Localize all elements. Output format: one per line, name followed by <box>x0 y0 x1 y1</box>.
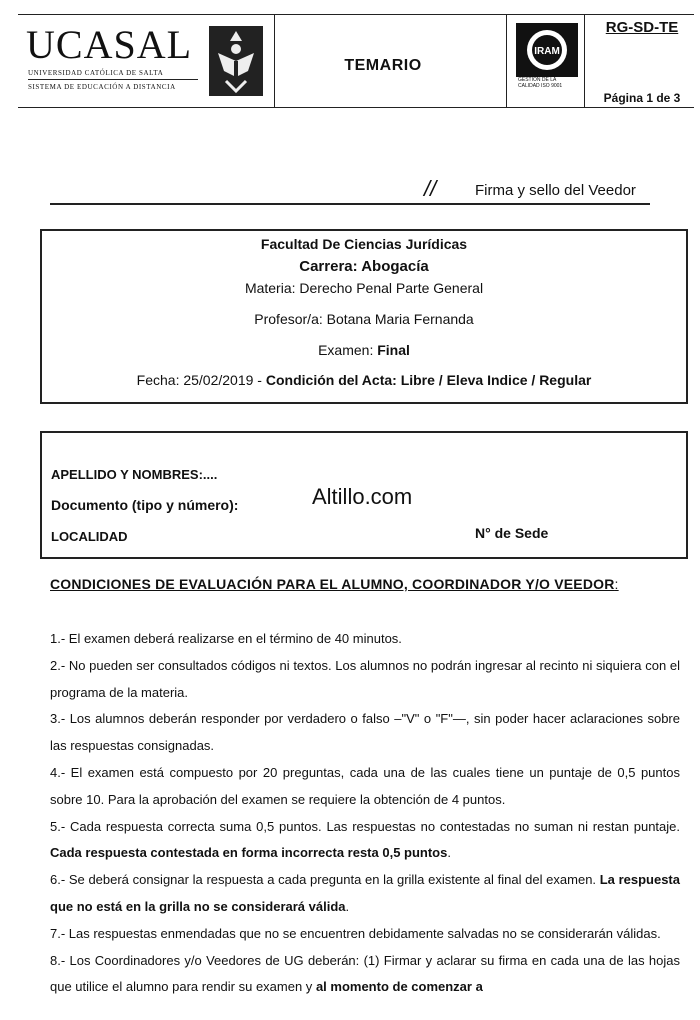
condition-bold-text: al momento de comenzar a <box>315 979 483 995</box>
exam-condition: Condición del Acta: Libre / Eleva Indice / Regular <box>265 372 592 388</box>
student-name-field[interactable]: APELLIDO Y NOMBRES:.... <box>51 467 218 482</box>
condition-text: 8.- Los Coordinadores y/o Veedores de UG deberán: (1) Firmar y aclarar su firma en cada una de las hojas que utilice el alumno para rendir su examen y <box>50 952 680 995</box>
condition-item <box>50 948 680 1002</box>
watermark: Altillo.com <box>312 484 413 509</box>
faculty-name: Facultad De Ciencias Jurídicas <box>260 236 468 252</box>
logo-subtitle-university: UNIVERSIDAD CATÓLICA DE SALTA <box>28 69 164 77</box>
conditions-heading <box>50 576 619 592</box>
condition-bold-text: La respuesta que no está en la grilla no se considerará válida <box>50 872 680 914</box>
condition-bold-text: Cada respuesta contestada en forma incorrecta resta 0,5 puntos <box>50 845 448 861</box>
header-divider <box>584 15 585 107</box>
condition-tail: . <box>345 898 350 914</box>
professor-name: Profesor/a: Botana Maria Fernanda <box>254 311 474 327</box>
condition-item <box>50 814 680 868</box>
university-seal-icon <box>208 25 264 97</box>
condition-text: 1.- El examen deberá realizarse en el término de 40 minutos. <box>50 631 402 646</box>
veedor-signature-label: Firma y sello del Veedor <box>475 182 636 199</box>
condition-item <box>50 867 680 921</box>
locality-field[interactable]: LOCALIDAD <box>51 529 128 544</box>
iram-certification-icon <box>516 23 578 77</box>
exam-date: Fecha: 25/02/2019 <box>136 372 254 388</box>
sede-number-field[interactable]: N° de Sede <box>475 525 549 541</box>
heading-colon: : <box>614 576 619 592</box>
page-indicator: Página 1 de 3 <box>603 91 681 105</box>
condition-tail: . <box>447 845 451 861</box>
condition-text: 4.- El examen está compuesto por 20 preguntas, cada una de las cuales tiene un puntaje de 0,5 puntos sobre 10. Para la aprobación del examen se requiere la obtención de 4 puntos. <box>50 764 680 807</box>
exam-date-condition <box>42 372 686 388</box>
condition-text: 3.- Los alumnos deberán responder por verdadero o falso –"V" o "F"—, sin poder hacer aclaraciones sobre las respuestas consignadas. <box>50 711 680 754</box>
condition-text: 6.- Se deberá consignar la respuesta a cada pregunta en la grilla existente al final del examen. <box>50 872 600 888</box>
svg-text:IRAM: IRAM <box>534 46 560 57</box>
condition-item <box>50 626 680 653</box>
condition-text: 2.- No pueden ser consultados códigos ni textos. Los alumnos no podrán ingresar al recinto ni siquiera con el programa de la materia. <box>50 657 680 700</box>
separator: - <box>253 372 266 388</box>
condition-item <box>50 706 680 760</box>
exam-type-label: Examen: <box>318 342 378 358</box>
subject-name: Materia: Derecho Penal Parte General <box>244 280 484 296</box>
logo-subtitle-system: SISTEMA DE EDUCACIÓN A DISTANCIA <box>28 83 176 91</box>
logo-divider <box>28 79 198 80</box>
header-divider <box>274 15 275 107</box>
header-divider <box>506 15 507 107</box>
exam-info-box <box>40 229 688 404</box>
career-name: Carrera: Abogacía <box>299 258 429 275</box>
condition-item <box>50 921 680 948</box>
exam-type-value: Final <box>377 342 410 358</box>
signature-line <box>50 203 650 205</box>
condition-text: 7.- Las respuestas enmendadas que no se encuentren debidamente salvadas no se considerarán válidas. <box>50 925 661 941</box>
exam-type <box>42 342 686 358</box>
condition-item <box>50 653 680 707</box>
condition-text: 5.- Cada respuesta correcta suma 0,5 puntos. Las respuestas no contestadas no suman ni restan puntaje. <box>50 818 680 834</box>
signature-mark: // <box>424 176 437 201</box>
document-code: RG-SD-TE <box>605 19 679 36</box>
iram-caption: GESTIÓN DE LA CALIDAD ISO 9001 <box>518 77 563 89</box>
conditions-list <box>50 626 680 1001</box>
ucasal-logo: UCASAL <box>26 22 193 67</box>
student-document-field[interactable]: Documento (tipo y número): <box>51 497 239 513</box>
document-header <box>18 14 694 108</box>
condition-item <box>50 760 680 814</box>
conditions-heading-text: CONDICIONES DE EVALUACIÓN PARA EL ALUMNO, COORDINADOR Y/O VEEDOR <box>50 576 615 592</box>
document-title: TEMARIO <box>344 57 422 74</box>
